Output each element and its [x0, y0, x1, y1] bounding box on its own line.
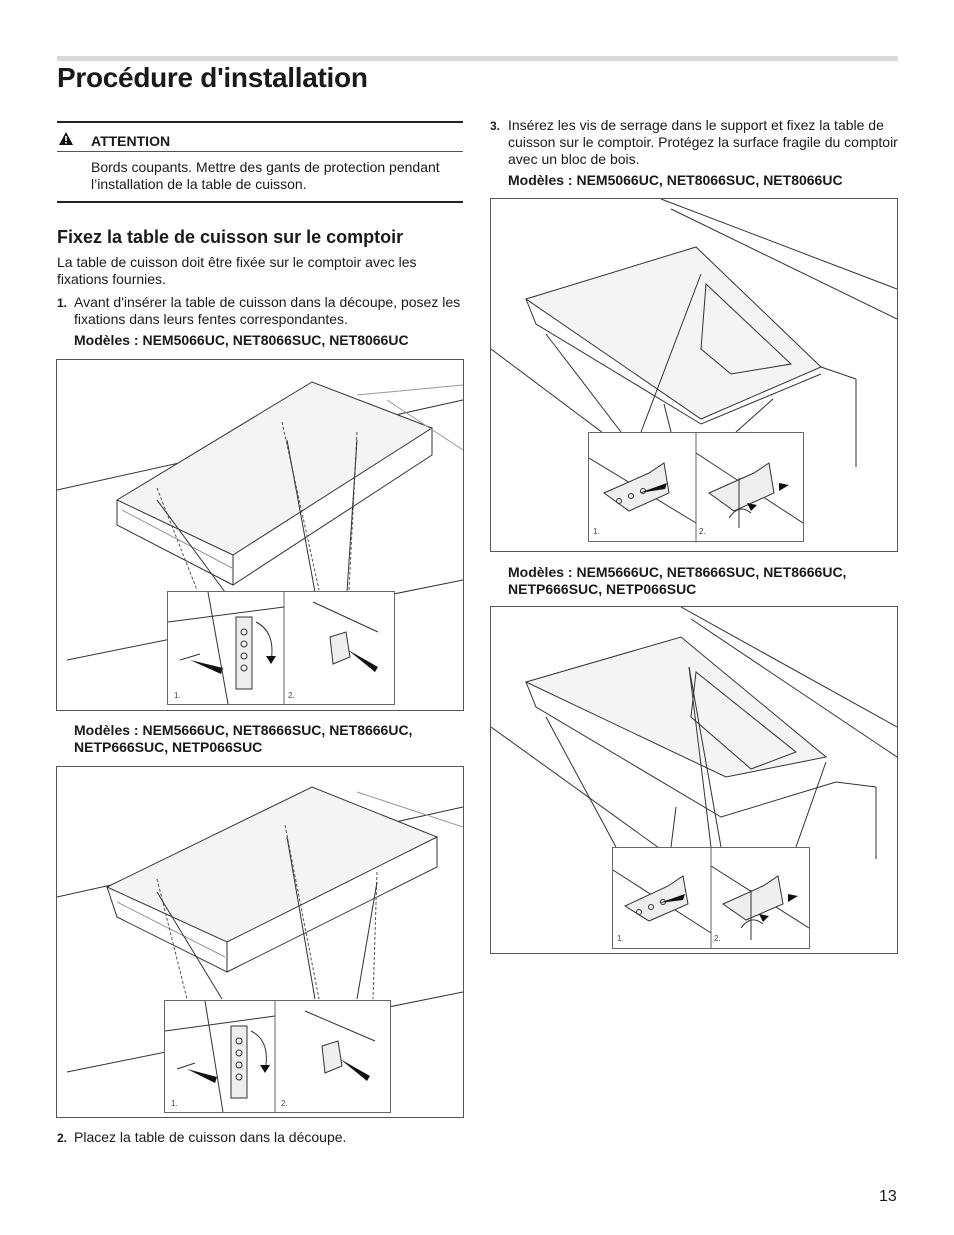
inset-label-2: 2. — [281, 1099, 288, 1108]
figure-inset — [164, 1000, 391, 1113]
step-text: Avant d'insérer la table de cuisson dans la découpe, posez les fixations dans leurs fentes correspondantes. — [74, 294, 461, 327]
inset-label-2: 2. — [699, 527, 706, 536]
warning-box — [57, 121, 463, 203]
section-heading: Fixez la table de cuisson sur le comptoir — [57, 227, 404, 247]
figure-inset — [588, 432, 804, 542]
inset-label-1: 1. — [617, 934, 624, 943]
section-intro: La table de cuisson doit être fixée sur le comptoir avec les fixations fournies. — [57, 254, 417, 287]
screw-detail-illustration — [613, 848, 809, 948]
figure-inset — [167, 591, 395, 705]
warning-header — [57, 129, 463, 152]
warning-label: ATTENTION — [91, 133, 171, 149]
screw-detail-illustration — [589, 433, 803, 541]
figure-cooktop-brackets-a — [56, 359, 464, 711]
page-title: Procédure d'installation — [57, 62, 368, 93]
figure-inset — [612, 847, 810, 949]
inset-label-1: 1. — [593, 527, 600, 536]
step-text: Insérez les vis de serrage dans le support et fixez la table de cuisson sur le comptoir. Protégez la surface fragile du comptoir avec un bloc de bois. — [508, 117, 898, 167]
bracket-detail-illustration — [165, 1001, 390, 1112]
inset-label-2: 2. — [714, 934, 721, 943]
header-rule — [57, 56, 898, 61]
page-number: 13 — [879, 1188, 897, 1205]
models-label: Modèles : NEM5666UC, NET8666SUC, NET8666UC, NETP666SUC, NETP066SUC — [508, 564, 847, 597]
step-number: 2. — [57, 1131, 68, 1145]
warning-text: Bords coupants. Mettre des gants de protection pendant l’installation de la table de cuisson. — [91, 159, 440, 192]
step-text: Placez la table de cuisson dans la découpe. — [74, 1129, 347, 1145]
bracket-detail-illustration — [168, 592, 394, 704]
figure-screw-clamp-b — [490, 606, 898, 954]
models-label: Modèles : NEM5066UC, NET8066SUC, NET8066UC — [508, 172, 843, 188]
models-label: Modèles : NEM5666UC, NET8666SUC, NET8666UC, NETP666SUC, NETP066SUC — [74, 722, 413, 755]
figure-cooktop-brackets-b — [56, 766, 464, 1118]
step-number: 1. — [57, 296, 68, 310]
inset-label-1: 1. — [174, 691, 181, 700]
figure-screw-clamp-a — [490, 198, 898, 552]
inset-label-1: 1. — [171, 1099, 178, 1108]
step-number: 3. — [490, 119, 501, 133]
models-label: Modèles : NEM5066UC, NET8066SUC, NET8066UC — [74, 332, 409, 348]
inset-label-2: 2. — [288, 691, 295, 700]
warning-triangle-icon — [59, 132, 73, 146]
